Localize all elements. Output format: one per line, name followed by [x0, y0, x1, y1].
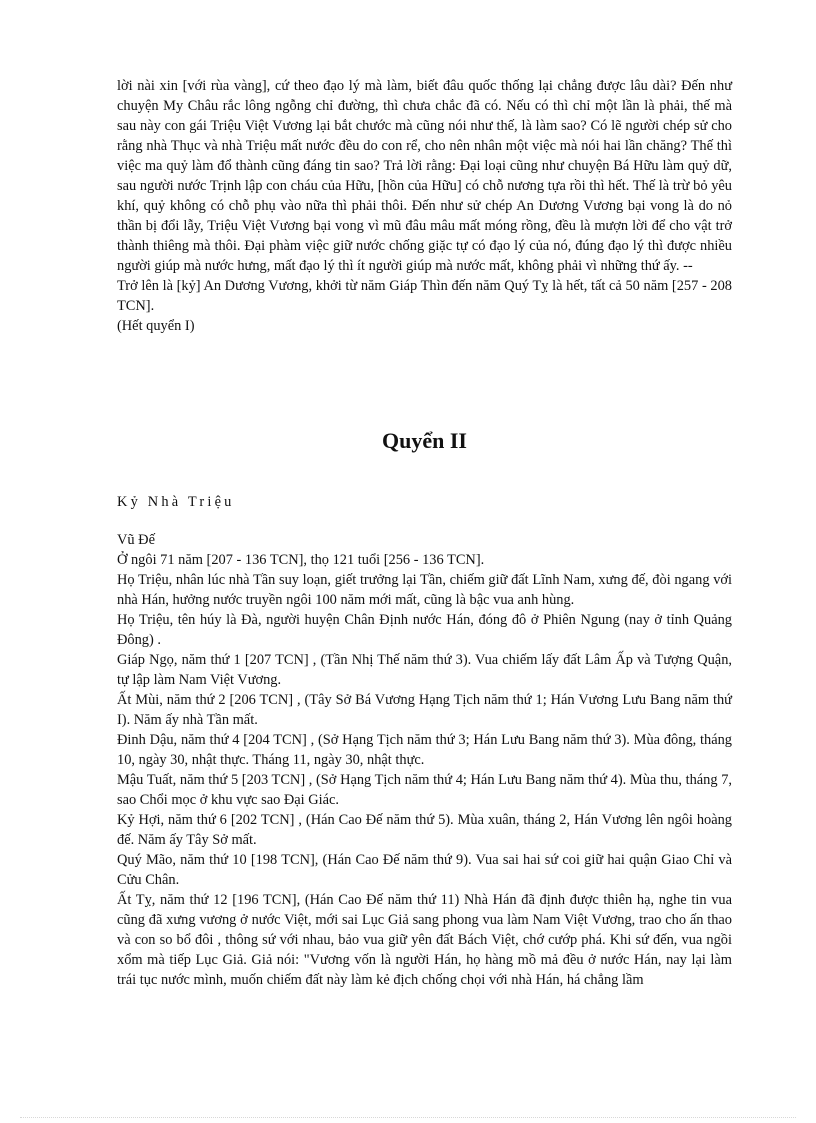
- body-text: [117, 530, 732, 990]
- text-paragraph: Họ Triệu, nhân lúc nhà Tần suy loạn, giết trưởng lại Tần, chiếm giữ đất Lĩnh Nam, xưng đế, đòi ngang với nhà Hán, hưởng nước truyền ngôi 100 năm mới mất, cũng là bậc vua anh hùng.: [117, 572, 732, 608]
- text-paragraph: Mậu Tuất, năm thứ 5 [203 TCN] , (Sở Hạng Tịch năm thứ 4; Hán Lưu Bang năm thứ 4). Mùa thu, tháng 7, sao Chổi mọc ở khu vực sao Đại Giác.: [117, 772, 732, 808]
- text-paragraph: (Hết quyển I): [117, 318, 195, 334]
- text-paragraph: Họ Triệu, tên húy là Đà, người huyện Chân Định nước Hán, đóng đô ở Phiên Ngung (nay ở tỉnh Quảng Đông) .: [117, 612, 732, 648]
- text-paragraph: Ở ngôi 71 năm [207 - 136 TCN], thọ 121 tuổi [256 - 136 TCN].: [117, 552, 485, 568]
- page-content: [117, 76, 732, 988]
- text-paragraph: Ất Tỵ, năm thứ 12 [196 TCN], (Hán Cao Đế năm thứ 11) Nhà Hán đã định được thiên hạ, nghe tin vua cũng đã xưng vương ở nước Việt, mới sai Lục Giả sang phong vua làm Nam Việt Vương, trao cho ấn thao và con so bổ đôi , thông sứ với nhau, bảo vua giữ yên đất Bách Việt, chớ cướp phá. Khi sứ đến, vua ngồi xổm mà tiếp Lục Giả. Giả nói: "Vương vốn là người Hán, họ hàng mồ mả đều ở nước Hán, nay lại làm trái tục nước mình, muốn chiếm đất này làm kẻ địch chống chọi với nhà Hán, há chẳng lầm: [117, 892, 732, 988]
- text-paragraph: lời nài xin [với rùa vàng], cứ theo đạo lý mà làm, biết đâu quốc thống lại chẳng được lâu dài? Đến như chuyện My Châu rắc lông ngỗng chỉ đường, thì chưa chắc đã có. Nếu có thì chỉ một lần là phải, thế mà sau này con gái Triệu Việt Vương lại bắt chước mà cũng nói như thế, là làm sao? Có lẽ người chép sử cho rằng nhà Thục và nhà Triệu mất nước đều do con rể, cho nên nhân một việc mà nói hai lần chăng? Thế thì việc ma quỷ làm đổ thành cũng đáng tin sao? Trả lời rằng: Đại loại cũng như chuyện Bá Hữu làm quỷ dữ, sau người nước Trịnh lập con cháu của Hữu, [hồn của Hữu] có chỗ nương tựa rồi thì hết. Thế là trừ bỏ yêu khí, quỷ không có chỗ phụ vào nữa thì phải thôi. Đến như sử chép An Dương Vương bại vong là do nỏ thần bị đổi lẫy, Triệu Việt Vương bại vong vì mũ đâu mâu mất móng rồng, đều là mượn lời để cho vật trở thành thiêng mà thôi. Đại phàm việc giữ nước chống giặc tự có đạo lý của nó, đúng đạo lý thì được nhiều người giúp mà nước hưng, mất đạo lý thì ít người giúp mà nước mất, không phải vì những thứ ấy. --: [117, 78, 732, 274]
- page-heading: Quyển II: [382, 428, 467, 453]
- text-paragraph: Kỷ Hợi, năm thứ 6 [202 TCN] , (Hán Cao Đế năm thứ 5). Mùa xuân, tháng 2, Hán Vương lên ngôi hoàng đế. Năm ấy Tây Sở mất.: [117, 812, 732, 848]
- text-paragraph: Ất Mùi, năm thứ 2 [206 TCN] , (Tây Sở Bá Vương Hạng Tịch năm thứ 1; Hán Vương Lưu Bang năm thứ I). Năm ấy nhà Tần mất.: [117, 692, 732, 728]
- section-title: Kỷ Nhà Triệu: [117, 494, 235, 510]
- text-paragraph: Quý Mão, năm thứ 10 [198 TCN], (Hán Cao Đế năm thứ 9). Vua sai hai sứ coi giữ hai quận Giao Chỉ và Cửu Chân.: [117, 852, 732, 888]
- text-paragraph: Đinh Dậu, năm thứ 4 [204 TCN] , (Sở Hạng Tịch năm thứ 3; Hán Lưu Bang năm thứ 3). Mùa đông, tháng 10, ngày 30, nhật thực. Tháng 11, ngày 30, nhật thực.: [117, 732, 732, 768]
- text-paragraph: Vũ Đế: [117, 532, 155, 548]
- text-paragraph: Giáp Ngọ, năm thứ 1 [207 TCN] , (Tần Nhị Thế năm thứ 3). Vua chiếm lấy đất Lâm Ấp và Tượng Quận, tự lập làm Nam Việt Vương.: [117, 652, 732, 688]
- page-bottom-divider: [20, 1117, 796, 1118]
- text-paragraph: Trở lên là [kỷ] An Dương Vương, khởi từ năm Giáp Thìn đến năm Quý Tỵ là hết, tất cả 50 năm [257 - 208 TCN].: [117, 278, 732, 314]
